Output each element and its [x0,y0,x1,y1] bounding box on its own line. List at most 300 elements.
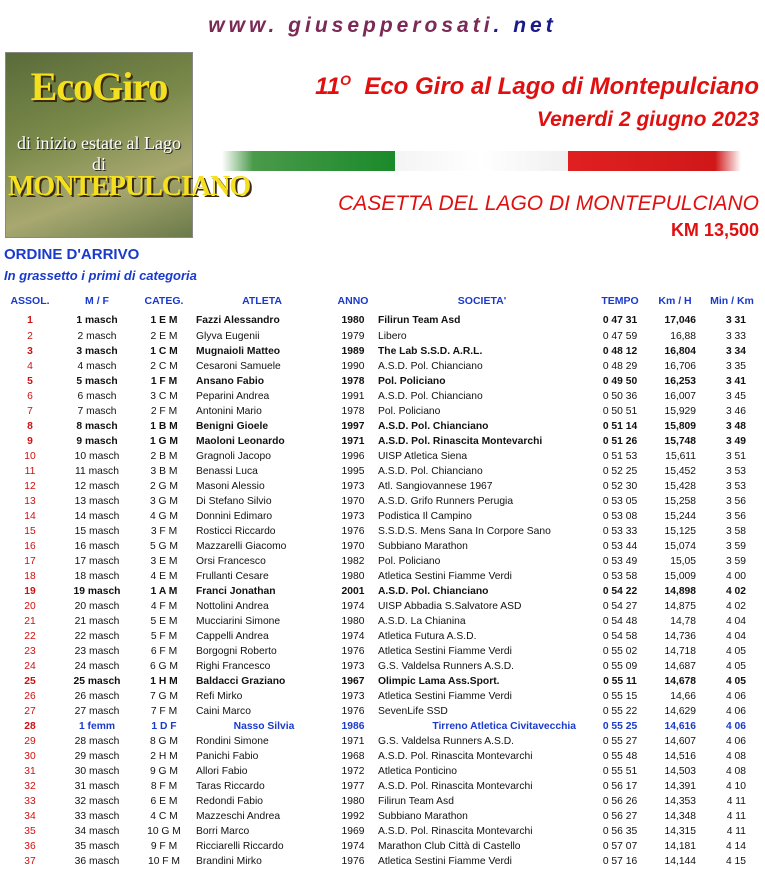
table-row [2,389,764,404]
cell-year: 1996 [341,451,365,462]
cell-year: 1980 [341,571,365,582]
cell-athlete: Maoloni Leonardo [196,436,285,447]
table-row [2,734,764,749]
cell-category: 6 F M [150,646,178,657]
site-name: www. giusepperosati [208,14,494,37]
cell-pace: 3 49 [725,436,746,447]
event-name: Eco Giro al Lago di Montepulciano [364,73,759,100]
cell-gender-rank: 21 masch [74,616,120,627]
cell-pace: 3 48 [725,421,746,432]
cell-year: 1992 [341,811,365,822]
website-url[interactable] [0,14,765,38]
table-row [2,569,764,584]
cell-category: 1 B M [150,421,178,432]
cell-category: 7 F M [150,706,178,717]
table-row [2,312,764,329]
event-edition: 11 [315,73,341,100]
cell-speed: 15,05 [670,556,696,567]
cell-time: 0 54 27 [602,601,638,612]
cell-position: 3 [27,346,33,357]
table-row [2,404,764,419]
cell-club: Filirun Team Asd [378,315,461,326]
cell-position: 5 [27,376,33,387]
cell-club: Atletica Futura A.S.D. [378,631,477,642]
cell-time: 0 47 59 [602,331,638,342]
cell-speed: 14,607 [664,736,696,747]
table-row [2,764,764,779]
cell-speed: 14,687 [664,661,696,672]
cell-pace: 3 31 [725,315,746,326]
cell-gender-rank: 1 femm [78,721,116,732]
cell-athlete: Baldacci Graziano [196,676,286,687]
cell-year: 1990 [341,361,365,372]
cell-gender-rank: 6 masch [77,391,117,402]
cell-club: Filirun Team Asd [378,796,454,807]
table-row [2,584,764,599]
cell-position: 33 [24,796,36,807]
cell-speed: 14,66 [670,691,696,702]
cell-year: 1978 [341,406,365,417]
cell-club: A.S.D. Pol. Chianciano [378,421,489,432]
cell-speed: 14,503 [664,766,696,777]
cell-pace: 4 04 [725,616,746,627]
cell-gender-rank: 2 masch [77,331,117,342]
cell-position: 12 [24,481,36,492]
cell-club: S.S.D.S. Mens Sana In Corpore Sano [378,526,551,537]
cell-time: 0 54 48 [602,616,638,627]
cell-year: 1982 [341,556,365,567]
cell-speed: 14,616 [664,721,696,732]
cell-athlete: Mugnaioli Matteo [196,346,281,357]
cell-position: 7 [27,406,33,417]
cell-year: 1972 [341,766,365,777]
cell-time: 0 51 26 [602,436,638,447]
cell-position: 24 [24,661,36,672]
cell-pace: 3 51 [725,451,746,462]
cell-time: 0 54 22 [602,586,638,597]
table-row [2,329,764,344]
cell-pace: 3 58 [725,526,746,537]
cell-time: 0 56 17 [602,781,638,792]
cell-year: 1976 [341,856,365,867]
cell-category: 8 G M [149,736,179,747]
cell-time: 0 56 27 [602,811,638,822]
cell-time: 0 55 15 [602,691,638,702]
cell-athlete: Benigni Gioele [196,421,269,432]
cell-position: 22 [24,631,36,642]
cell-club: G.S. Valdelsa Runners A.S.D. [378,736,515,747]
cell-time: 0 57 07 [602,841,638,852]
cell-time: 0 56 35 [602,826,638,837]
cell-year: 1979 [341,331,365,342]
event-location: CASETTA DEL LAGO DI MONTEPULCIANO [338,192,759,215]
event-distance: KM 13,500 [670,220,759,240]
cell-position: 35 [24,826,36,837]
cell-club: Subbiano Marathon [378,811,468,822]
cell-athlete: Ansano Fabio [196,376,265,387]
cell-club: A.S.D. Pol. Rinascita Montevarchi [378,781,533,792]
cell-pace: 3 53 [725,466,746,477]
cell-year: 1968 [341,751,365,762]
cell-speed: 15,258 [664,496,696,507]
table-row [2,494,764,509]
cell-athlete: Di Stefano Silvio [196,496,272,507]
cell-time: 0 55 11 [603,676,637,687]
cell-club: UISP Atletica Siena [378,451,468,462]
cell-time: 0 53 08 [602,511,638,522]
cell-club: Pol. Policiano [378,406,441,417]
cell-time: 0 55 48 [602,751,638,762]
cell-athlete: Nottolini Andrea [196,601,269,612]
cell-gender-rank: 27 masch [74,706,120,717]
cell-club: Subbiano Marathon [378,541,468,552]
cell-speed: 15,929 [664,406,696,417]
cell-position: 30 [24,751,36,762]
table-row [2,749,764,764]
cell-pace: 4 14 [725,841,746,852]
cell-position: 19 [24,586,36,597]
cell-club: A.S.D. Pol. Chianciano [378,466,483,477]
cell-position: 11 [24,466,36,477]
cell-year: 2001 [341,586,365,597]
col-header-kmh: Km / H [658,295,692,307]
cell-position: 2 [27,331,33,342]
cell-time: 0 52 30 [602,481,638,492]
cell-speed: 14,391 [664,781,696,792]
cell-year: 1980 [341,796,365,807]
cell-athlete: Mazzarelli Giacomo [196,541,287,552]
cell-pace: 3 34 [725,346,746,357]
cell-year: 1986 [341,721,365,732]
cell-speed: 15,244 [664,511,696,522]
cell-speed: 14,875 [664,601,696,612]
cell-athlete: Peparini Andrea [196,391,270,402]
cell-club: G.S. Valdelsa Runners A.S.D. [378,661,515,672]
table-row [2,794,764,809]
cell-time: 0 50 51 [602,406,638,417]
cell-speed: 14,144 [664,856,696,867]
cell-category: 1 E M [150,315,178,326]
cell-speed: 14,348 [664,811,696,822]
table-row [2,659,764,674]
cell-gender-rank: 33 masch [74,811,120,822]
col-header-anno: ANNO [337,295,369,307]
col-header-categ: CATEG. [144,295,184,307]
cell-position: 29 [24,736,36,747]
table-header-row [2,290,764,312]
event-date: Venerdi 2 giugno 2023 [536,108,759,131]
cell-pace: 4 06 [725,691,746,702]
site-tld: . net [493,14,557,37]
cell-pace: 3 59 [725,556,746,567]
cell-gender-rank: 4 masch [77,361,117,372]
cell-speed: 14,898 [664,586,696,597]
cell-gender-rank: 8 masch [76,421,118,432]
cell-time: 0 55 51 [602,766,638,777]
cell-category: 3 E M [150,556,178,567]
cell-pace: 4 05 [725,646,746,657]
cell-speed: 16,88 [670,331,696,342]
cell-category: 3 G M [149,496,179,507]
cell-club: Atletica Sestini Fiamme Verdi [378,646,512,657]
cell-speed: 15,809 [664,421,696,432]
cell-pace: 4 06 [725,721,746,732]
cell-year: 1991 [341,391,365,402]
cell-athlete: Orsi Francesco [196,556,266,567]
cell-position: 18 [24,571,36,582]
table-row [2,509,764,524]
cell-pace: 3 56 [725,496,746,507]
cell-time: 0 54 58 [602,631,638,642]
cell-club: A.S.D. Pol. Rinascita Montevarchi [378,751,533,762]
cell-category: 8 F M [150,781,178,792]
cell-club: Libero [378,331,407,342]
cell-pace: 4 06 [725,706,746,717]
cell-category: 4 C M [150,811,178,822]
cell-year: 1973 [341,481,365,492]
cell-athlete: Rondini Simone [196,736,269,747]
cell-gender-rank: 13 masch [74,496,120,507]
cell-pace: 4 05 [725,676,746,687]
cell-athlete: Rosticci Riccardo [196,526,276,537]
cell-club: Atl. Sangiovannese 1967 [378,481,493,492]
cell-category: 5 E M [150,616,178,627]
cell-year: 1977 [341,781,365,792]
logo-line-3: MONTEPULCIANO [8,171,251,202]
cell-gender-rank: 18 masch [74,571,120,582]
cell-speed: 14,353 [664,796,696,807]
cell-pace: 3 35 [725,361,746,372]
cell-gender-rank: 1 masch [76,315,118,326]
cell-year: 1989 [341,346,365,357]
cell-pace: 4 11 [726,811,746,822]
cell-athlete: Panichi Fabio [196,751,259,762]
cell-athlete: Mazzeschi Andrea [196,811,281,822]
cell-gender-rank: 24 masch [74,661,120,672]
cell-position: 6 [27,391,33,402]
cell-category: 1 H M [150,676,178,687]
cell-athlete: Fazzi Alessandro [196,315,280,326]
cell-speed: 15,611 [665,451,696,462]
cell-pace: 4 15 [725,856,746,867]
flag-white [395,151,568,171]
cell-position: 27 [24,706,36,717]
logo-line-2: di inizio estate al Lago di [17,133,181,174]
cell-time: 0 55 02 [602,646,638,657]
cell-speed: 15,452 [664,466,696,477]
cell-speed: 14,629 [664,706,696,717]
cell-category: 3 F M [150,526,178,537]
table-row [2,599,764,614]
table-row [2,629,764,644]
cell-time: 0 56 26 [602,796,638,807]
table-row [2,839,764,854]
results-table [2,290,764,869]
cell-speed: 14,78 [670,616,696,627]
cell-athlete: Benassi Luca [196,466,258,477]
cell-year: 1974 [341,841,365,852]
cell-speed: 14,718 [664,646,696,657]
cell-athlete: Franci Jonathan [196,586,276,597]
cell-athlete: Borri Marco [196,826,250,837]
cell-club: UISP Abbadia S.Salvatore ASD [378,601,522,612]
cell-pace: 4 08 [725,751,746,762]
table-row [2,674,764,689]
event-title [315,72,759,101]
cell-position: 25 [24,676,36,687]
cell-time: 0 55 27 [602,736,638,747]
cell-time: 0 47 31 [602,315,638,326]
cell-category: 10 F M [147,856,181,867]
cell-position: 36 [24,841,36,852]
cell-speed: 14,315 [664,826,696,837]
cell-category: 3 C M [150,391,178,402]
cell-time: 0 55 25 [602,721,638,732]
cell-gender-rank: 20 masch [74,601,120,612]
cell-category: 1 C M [150,346,178,357]
cell-pace: 3 53 [725,481,746,492]
cell-pace: 4 11 [726,826,746,837]
cell-pace: 4 11 [726,796,746,807]
col-header-assol: ASSOL. [10,295,50,307]
cell-speed: 16,007 [664,391,696,402]
cell-athlete: Antonini Mario [196,406,262,417]
cell-athlete: Righi Francesco [196,661,271,672]
table-row [2,809,764,824]
cell-category: 7 G M [149,691,179,702]
cell-year: 1974 [341,631,365,642]
cell-athlete: Glyva Eugenii [196,331,260,342]
cell-pace: 3 59 [725,541,746,552]
cell-year: 1973 [341,511,365,522]
cell-position: 26 [24,691,36,702]
cell-athlete: Caini Marco [196,706,251,717]
cell-category: 9 F M [150,841,178,852]
cell-club: Atletica Sestini Fiamme Verdi [378,856,512,867]
cell-speed: 16,804 [664,346,696,357]
cell-pace: 4 08 [725,766,746,777]
cell-club: Atletica Ponticino [378,766,457,777]
cell-speed: 15,074 [664,541,696,552]
cell-position: 14 [24,511,36,522]
cell-year: 1971 [341,436,365,447]
cell-position: 23 [24,646,36,657]
cell-category: 1 F M [150,376,178,387]
cell-pace: 3 56 [725,511,746,522]
cell-time: 0 49 50 [602,376,638,387]
cell-position: 13 [24,496,36,507]
cell-pace: 4 04 [725,631,746,642]
cell-club: A.S.D. Pol. Rinascita Montevarchi [378,436,543,447]
cell-speed: 14,678 [664,676,696,687]
cell-position: 20 [24,601,36,612]
cell-athlete: Frullanti Cesare [196,571,269,582]
cell-speed: 15,125 [664,526,696,537]
cell-gender-rank: 29 masch [74,751,120,762]
section-note: In grassetto i primi di categoria [4,268,197,283]
cell-gender-rank: 10 masch [74,451,120,462]
cell-pace: 3 41 [725,376,746,387]
cell-year: 1976 [341,706,365,717]
cell-time: 0 51 53 [602,451,638,462]
cell-year: 1971 [341,736,365,747]
cell-position: 8 [27,421,33,432]
cell-year: 1980 [341,616,365,627]
cell-speed: 14,181 [664,841,696,852]
cell-club: Tirreno Atletica Civitavecchia [432,721,576,732]
section-heading: ORDINE D'ARRIVO [4,246,140,263]
cell-category: 4 F M [150,601,178,612]
cell-pace: 4 10 [725,781,746,792]
cell-gender-rank: 9 masch [76,436,118,447]
table-row [2,614,764,629]
cell-year: 1969 [341,826,365,837]
cell-time: 0 57 16 [602,856,638,867]
cell-category: 3 B M [150,466,178,477]
col-header-societa: SOCIETA' [457,295,507,307]
cell-time: 0 55 09 [602,661,638,672]
cell-athlete: Redondi Fabio [196,796,263,807]
cell-athlete: Allori Fabio [196,766,248,777]
cell-pace: 3 46 [725,406,746,417]
cell-category: 1 D F [151,721,177,732]
cell-gender-rank: 22 masch [74,631,120,642]
logo-line-1: EcoGiro [30,64,168,109]
col-header-tempo: TEMPO [601,295,639,307]
cell-time: 0 53 58 [602,571,638,582]
cell-time: 0 52 25 [602,466,638,477]
cell-category: 10 G M [147,826,181,837]
cell-category: 2 C M [150,361,178,372]
cell-club: Atletica Sestini Fiamme Verdi [378,571,512,582]
table-row [2,554,764,569]
cell-speed: 16,253 [664,376,696,387]
cell-gender-rank: 35 masch [74,841,120,852]
cell-year: 1967 [341,676,365,687]
cell-gender-rank: 11 masch [75,466,119,477]
cell-position: 34 [24,811,36,822]
cell-speed: 15,748 [664,436,696,447]
cell-athlete: Borgogni Roberto [196,646,277,657]
table-row [2,344,764,359]
cell-club: Pol. Policiano [378,376,446,387]
cell-position: 21 [24,616,36,627]
cell-year: 1976 [341,646,365,657]
cell-gender-rank: 36 masch [74,856,120,867]
cell-club: A.S.D. La Chianina [378,616,466,627]
cell-club: A.S.D. Grifo Runners Perugia [378,496,514,507]
table-row [2,824,764,839]
cell-year: 1973 [341,661,365,672]
cell-gender-rank: 28 masch [74,736,120,747]
cell-position: 32 [24,781,36,792]
table-row [2,449,764,464]
cell-gender-rank: 26 masch [74,691,120,702]
cell-time: 0 48 12 [602,346,638,357]
cell-year: 1976 [341,526,365,537]
cell-category: 2 F M [150,406,178,417]
cell-athlete: Gragnoli Jacopo [196,451,271,462]
cell-position: 15 [24,526,36,537]
cell-time: 0 51 14 [602,421,638,432]
cell-position: 1 [27,315,33,326]
cell-speed: 14,736 [664,631,696,642]
cell-position: 16 [24,541,36,552]
cell-position: 28 [24,721,36,732]
cell-speed: 16,706 [664,361,696,372]
table-row [2,434,764,449]
cell-gender-rank: 30 masch [74,766,120,777]
